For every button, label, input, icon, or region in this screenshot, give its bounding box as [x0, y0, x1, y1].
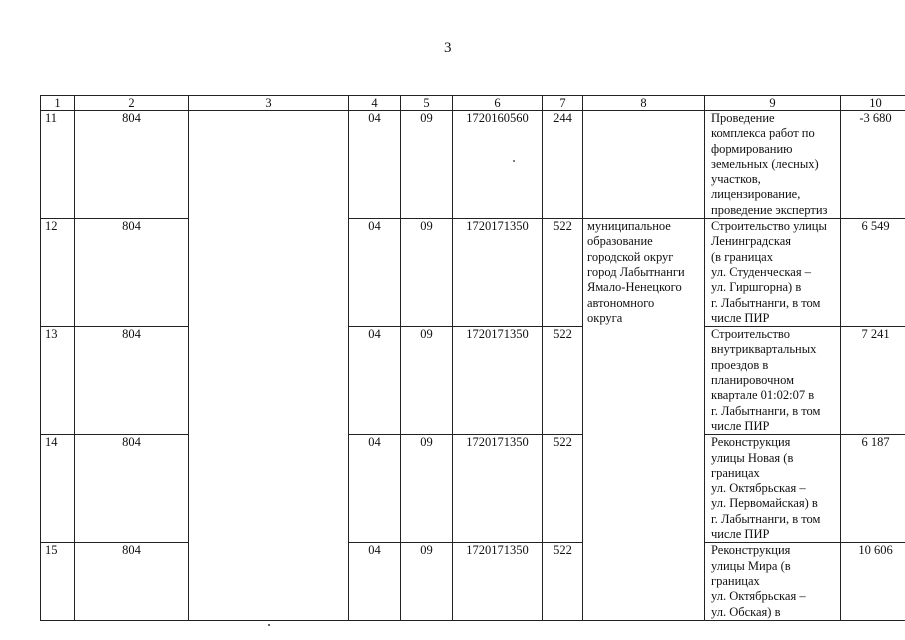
column-header: 7 [543, 96, 583, 111]
column-header: 3 [189, 96, 349, 111]
table-row [41, 111, 905, 219]
subsection-code: 09 [401, 111, 453, 219]
subsection-code: 09 [401, 543, 453, 621]
description-line: комплекса работ по [711, 126, 815, 141]
column-header: 4 [349, 96, 401, 111]
ministry-code: 804 [75, 435, 189, 543]
amount: 6 549 [841, 219, 905, 327]
column-header: 2 [75, 96, 189, 111]
column-header: 8 [583, 96, 705, 111]
ministry-code: 804 [75, 219, 189, 327]
scan-speck [268, 624, 270, 626]
amount: -3 680 [841, 111, 905, 219]
description-line: границах [711, 573, 760, 588]
description-line: формированию [711, 141, 793, 156]
recipient-cell [583, 219, 705, 621]
column-3-cell [189, 111, 349, 621]
recipient-line: муниципальное [587, 219, 671, 234]
ministry-code: 804 [75, 111, 189, 219]
allocation-table [40, 95, 905, 621]
description-line: улицы Мира (в [711, 558, 791, 573]
column-header: 6 [453, 96, 543, 111]
description-line: границах [711, 465, 760, 480]
expense-type: 522 [543, 435, 583, 543]
description-cell [705, 327, 841, 435]
section-code: 04 [349, 435, 401, 543]
section-code: 04 [349, 219, 401, 327]
recipient-line: автономного [587, 295, 655, 310]
target-article: 1720171350 [453, 219, 543, 327]
section-code: 04 [349, 543, 401, 621]
recipient-line: город Лабытнанги [587, 264, 685, 279]
description-line: проездов в [711, 357, 769, 372]
description-cell [705, 435, 841, 543]
description-line: ул. Первомайская) в [711, 496, 818, 511]
description-line: Проведение [711, 111, 775, 125]
description-line: ул. Обская) в [711, 604, 781, 619]
section-code: 04 [349, 111, 401, 219]
target-article: 1720171350 [453, 435, 543, 543]
description-cell [705, 219, 841, 327]
description-line: г. Лабытнанги, в том [711, 511, 821, 526]
description-line: внутриквартальных [711, 342, 817, 357]
amount: 7 241 [841, 327, 905, 435]
description-line: числе ПИР [711, 527, 770, 542]
description-line: Строительство [711, 327, 791, 342]
description-line: Реконструкция [711, 435, 791, 450]
row-number: 13 [41, 327, 75, 435]
description-line: земельных (лесных) [711, 156, 819, 171]
description-line: (в границах [711, 249, 773, 264]
recipient-line: округа [587, 310, 623, 325]
description-line: ул. Октябрьская – [711, 481, 806, 496]
description-line: проведение экспертиз [711, 202, 828, 217]
section-code: 04 [349, 327, 401, 435]
row-number: 15 [41, 543, 75, 621]
subsection-code: 09 [401, 435, 453, 543]
description-cell [705, 543, 841, 621]
expense-type: 522 [543, 543, 583, 621]
column-header: 1 [41, 96, 75, 111]
target-article: 1720160560 [453, 111, 543, 219]
row-number: 11 [41, 111, 75, 219]
subsection-code: 09 [401, 219, 453, 327]
recipient-line: Ямало-Ненецкого [587, 280, 682, 295]
description-line: лицензирование, [711, 187, 801, 202]
ministry-code: 804 [75, 327, 189, 435]
description-line: ул. Студенческая – [711, 264, 811, 279]
table-row [41, 219, 905, 327]
description-line: планировочном [711, 373, 794, 388]
expense-type: 244 [543, 111, 583, 219]
row-number: 14 [41, 435, 75, 543]
header-row [41, 96, 905, 111]
recipient-cell [583, 111, 705, 219]
description-line: числе ПИР [711, 310, 770, 325]
description-line: участков, [711, 172, 761, 187]
description-line: квартале 01:02:07 в [711, 388, 815, 403]
table-row [41, 435, 905, 543]
target-article: 1720171350 [453, 327, 543, 435]
column-header: 10 [841, 96, 905, 111]
description-line: г. Лабытнанги, в том [711, 403, 821, 418]
description-cell [705, 111, 841, 219]
ministry-code: 804 [75, 543, 189, 621]
description-line: Строительство улицы [711, 219, 827, 234]
recipient-line: образование [587, 234, 653, 249]
description-line: ул. Гиршгорна) в [711, 280, 802, 295]
description-line: числе ПИР [711, 418, 770, 433]
recipient-line: городской округ [587, 249, 674, 264]
column-header: 5 [401, 96, 453, 111]
amount: 10 606 [841, 543, 905, 621]
expense-type: 522 [543, 327, 583, 435]
subsection-code: 09 [401, 327, 453, 435]
row-number: 12 [41, 219, 75, 327]
column-header: 9 [705, 96, 841, 111]
table-row [41, 543, 905, 621]
amount: 6 187 [841, 435, 905, 543]
description-line: улицы Новая (в [711, 450, 794, 465]
table-row [41, 327, 905, 435]
description-line: Реконструкция [711, 543, 791, 558]
description-line: Ленинградская [711, 234, 792, 249]
page-number: 3 [444, 40, 452, 56]
description-line: ул. Октябрьская – [711, 589, 806, 604]
description-line: г. Лабытнанги, в том [711, 295, 821, 310]
target-article: 1720171350 [453, 543, 543, 621]
expense-type: 522 [543, 219, 583, 327]
scan-speck [513, 160, 515, 162]
